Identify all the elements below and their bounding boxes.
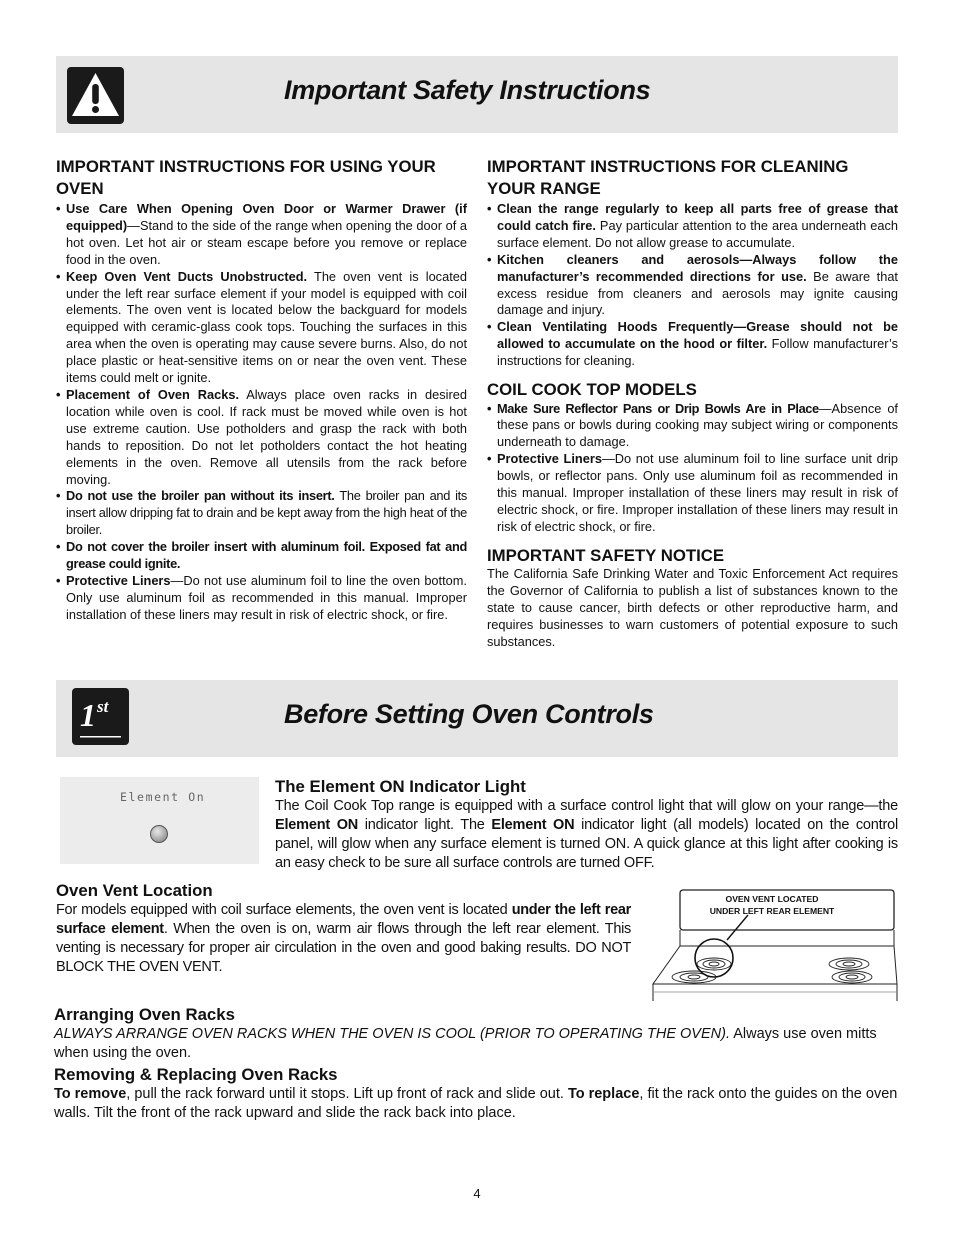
- safety-banner: [56, 56, 898, 133]
- element-on-section: [275, 776, 898, 873]
- cleaning-range-list: [487, 201, 898, 370]
- removing-racks-text: To remove, pull the rack forward until it stops. Lift up front of rack and slide out. To replace, fit the rack onto the guides on the oven walls. Tilt the front of the rack upward and slide the rack back into place.: [54, 1086, 898, 1121]
- oven-vent-text: For models equipped with coil surface elements, the oven vent is located under the left rear surface element. When the oven is on, warm air flows through the left rear element. This venting is necessary for proper air circulation in the oven and good baking results. DO NOT BLOCK THE OVEN VENT.: [56, 902, 631, 975]
- coil-cook-top-heading: COIL COOK TOP MODELS: [487, 380, 697, 400]
- list-item: • Make Sure Reflector Pans or Drip Bowls Are in Place—Absence of these pans or bowls during cooking may subject wiring or components underneath to damage.: [487, 401, 898, 452]
- oven-vent-heading: Oven Vent Location: [56, 881, 213, 900]
- using-oven-column: [56, 156, 467, 624]
- element-on-text: The Coil Cook Top range is equipped with a surface control light that will glow on your range—the Element ON indicator light. The Element ON indicator light (all models) located on the control panel, will glow when any surface element is turned ON. A quick glance at this light after cooking is an easy check to be sure all surface controls are turned OFF.: [275, 798, 898, 871]
- safety-notice-heading: IMPORTANT SAFETY NOTICE: [487, 545, 725, 565]
- diagram-label-line-2: UNDER LEFT REAR ELEMENT: [709, 906, 835, 916]
- arranging-racks-heading: Arranging Oven Racks: [54, 1005, 235, 1024]
- list-item: • Protective Liners—Do not use aluminum foil to line the oven bottom. Only use aluminum foil as recommended in this manual. Improper installation of these liners may result in risk of electric shock, or fire.: [56, 573, 467, 624]
- oven-vent-section: [56, 880, 631, 977]
- list-item: • Kitchen cleaners and aerosols—Always follow the manufacturer’s recommended directions for use. Be aware that excess residue from cleaners and aerosols may ignite causing damage and injury.: [487, 252, 898, 320]
- element-on-panel-label: Element On: [120, 790, 206, 804]
- using-oven-heading: IMPORTANT INSTRUCTIONS FOR USING YOUR OVEN: [56, 157, 436, 198]
- oven-racks-section: [54, 1004, 898, 1123]
- element-on-panel: [60, 777, 259, 864]
- safety-notice-text: The California Safe Drinking Water and Toxic Enforcement Act requires the Governor of California to publish a list of substances known to the state to cause cancer, birth defects or other reproductive harm, and requires businesses to warn customers of potential exposure to such substances.: [487, 566, 898, 649]
- list-item: • Do not use the broiler pan without its insert. The broiler pan and its insert allow dripping fat to drain and be kept away from the high heat of the broiler.: [56, 488, 467, 539]
- list-item: • Clean Ventilating Hoods Frequently—Grease should not be allowed to accumulate on the hood or filter. Follow manufacturer’s instructions for cleaning.: [487, 319, 898, 370]
- list-item: • Do not cover the broiler insert with aluminum foil. Exposed fat and grease could ignite.: [56, 539, 467, 573]
- cleaning-range-column: [487, 156, 898, 651]
- list-item: • Placement of Oven Racks. Always place oven racks in desired location while oven is cool. If rack must be moved while oven is hot use extreme caution. Use potholders and grasp the rack with both hands to reposition. Do not let potholders contact the hot heating elements in the oven. Remove all utensils from the rack before moving.: [56, 387, 467, 488]
- first-step-number: 1: [80, 697, 96, 733]
- oven-controls-banner-title: Before Setting Oven Controls: [284, 699, 654, 729]
- first-step-suffix: st: [97, 697, 109, 716]
- warning-icon: [67, 67, 124, 124]
- list-item: • Use Care When Opening Oven Door or Warmer Drawer (if equipped)—Stand to the side of the range when opening the door of a hot oven. Let hot air or steam escape before you remove or replace food in the oven.: [56, 201, 467, 269]
- list-item: • Keep Oven Vent Ducts Unobstructed. The oven vent is located under the left rear surface element if your model is equipped with coil elements. The oven vent is located below the backguard for models equipped with ceramic-glass cook tops. Touching the surfaces in this area when the oven is operating may cause severe burns. Also, do not place plastic or heat-sensitive items on or near the oven vent. These items could melt or ignite.: [56, 269, 467, 387]
- oven-vent-diagram: [652, 888, 898, 1003]
- indicator-light-icon: [150, 825, 168, 843]
- list-item: • Protective Liners—Do not use aluminum foil to line surface unit drip bowls, or reflector pans. Only use aluminum foil as recommended in this manual. Improper installation of these liners may result in risk of electric shock, or fire. Improper installation of these liners may result in risk of electric shock, or fire.: [487, 451, 898, 536]
- coil-cook-top-list: [487, 401, 898, 536]
- cleaning-range-heading: IMPORTANT INSTRUCTIONS FOR CLEANING YOUR RANGE: [487, 157, 849, 198]
- using-oven-list: [56, 201, 467, 624]
- diagram-label-line-1: OVEN VENT LOCATED: [725, 894, 819, 904]
- list-item: • Clean the range regularly to keep all parts free of grease that could catch fire. Pay particular attention to the area underneath each surface element. Do not allow grease to accumulate.: [487, 201, 898, 252]
- arranging-racks-text: ALWAYS ARRANGE OVEN RACKS WHEN THE OVEN IS COOL (PRIOR TO OPERATING THE OVEN). Always use oven mitts when using the oven.: [54, 1026, 877, 1061]
- element-on-heading: The Element ON Indicator Light: [275, 777, 526, 796]
- page-number: 4: [473, 1186, 481, 1201]
- oven-controls-banner: [56, 680, 898, 757]
- safety-banner-title: Important Safety Instructions: [284, 75, 651, 105]
- removing-racks-heading: Removing & Replacing Oven Racks: [54, 1065, 338, 1084]
- first-step-icon: [72, 688, 129, 745]
